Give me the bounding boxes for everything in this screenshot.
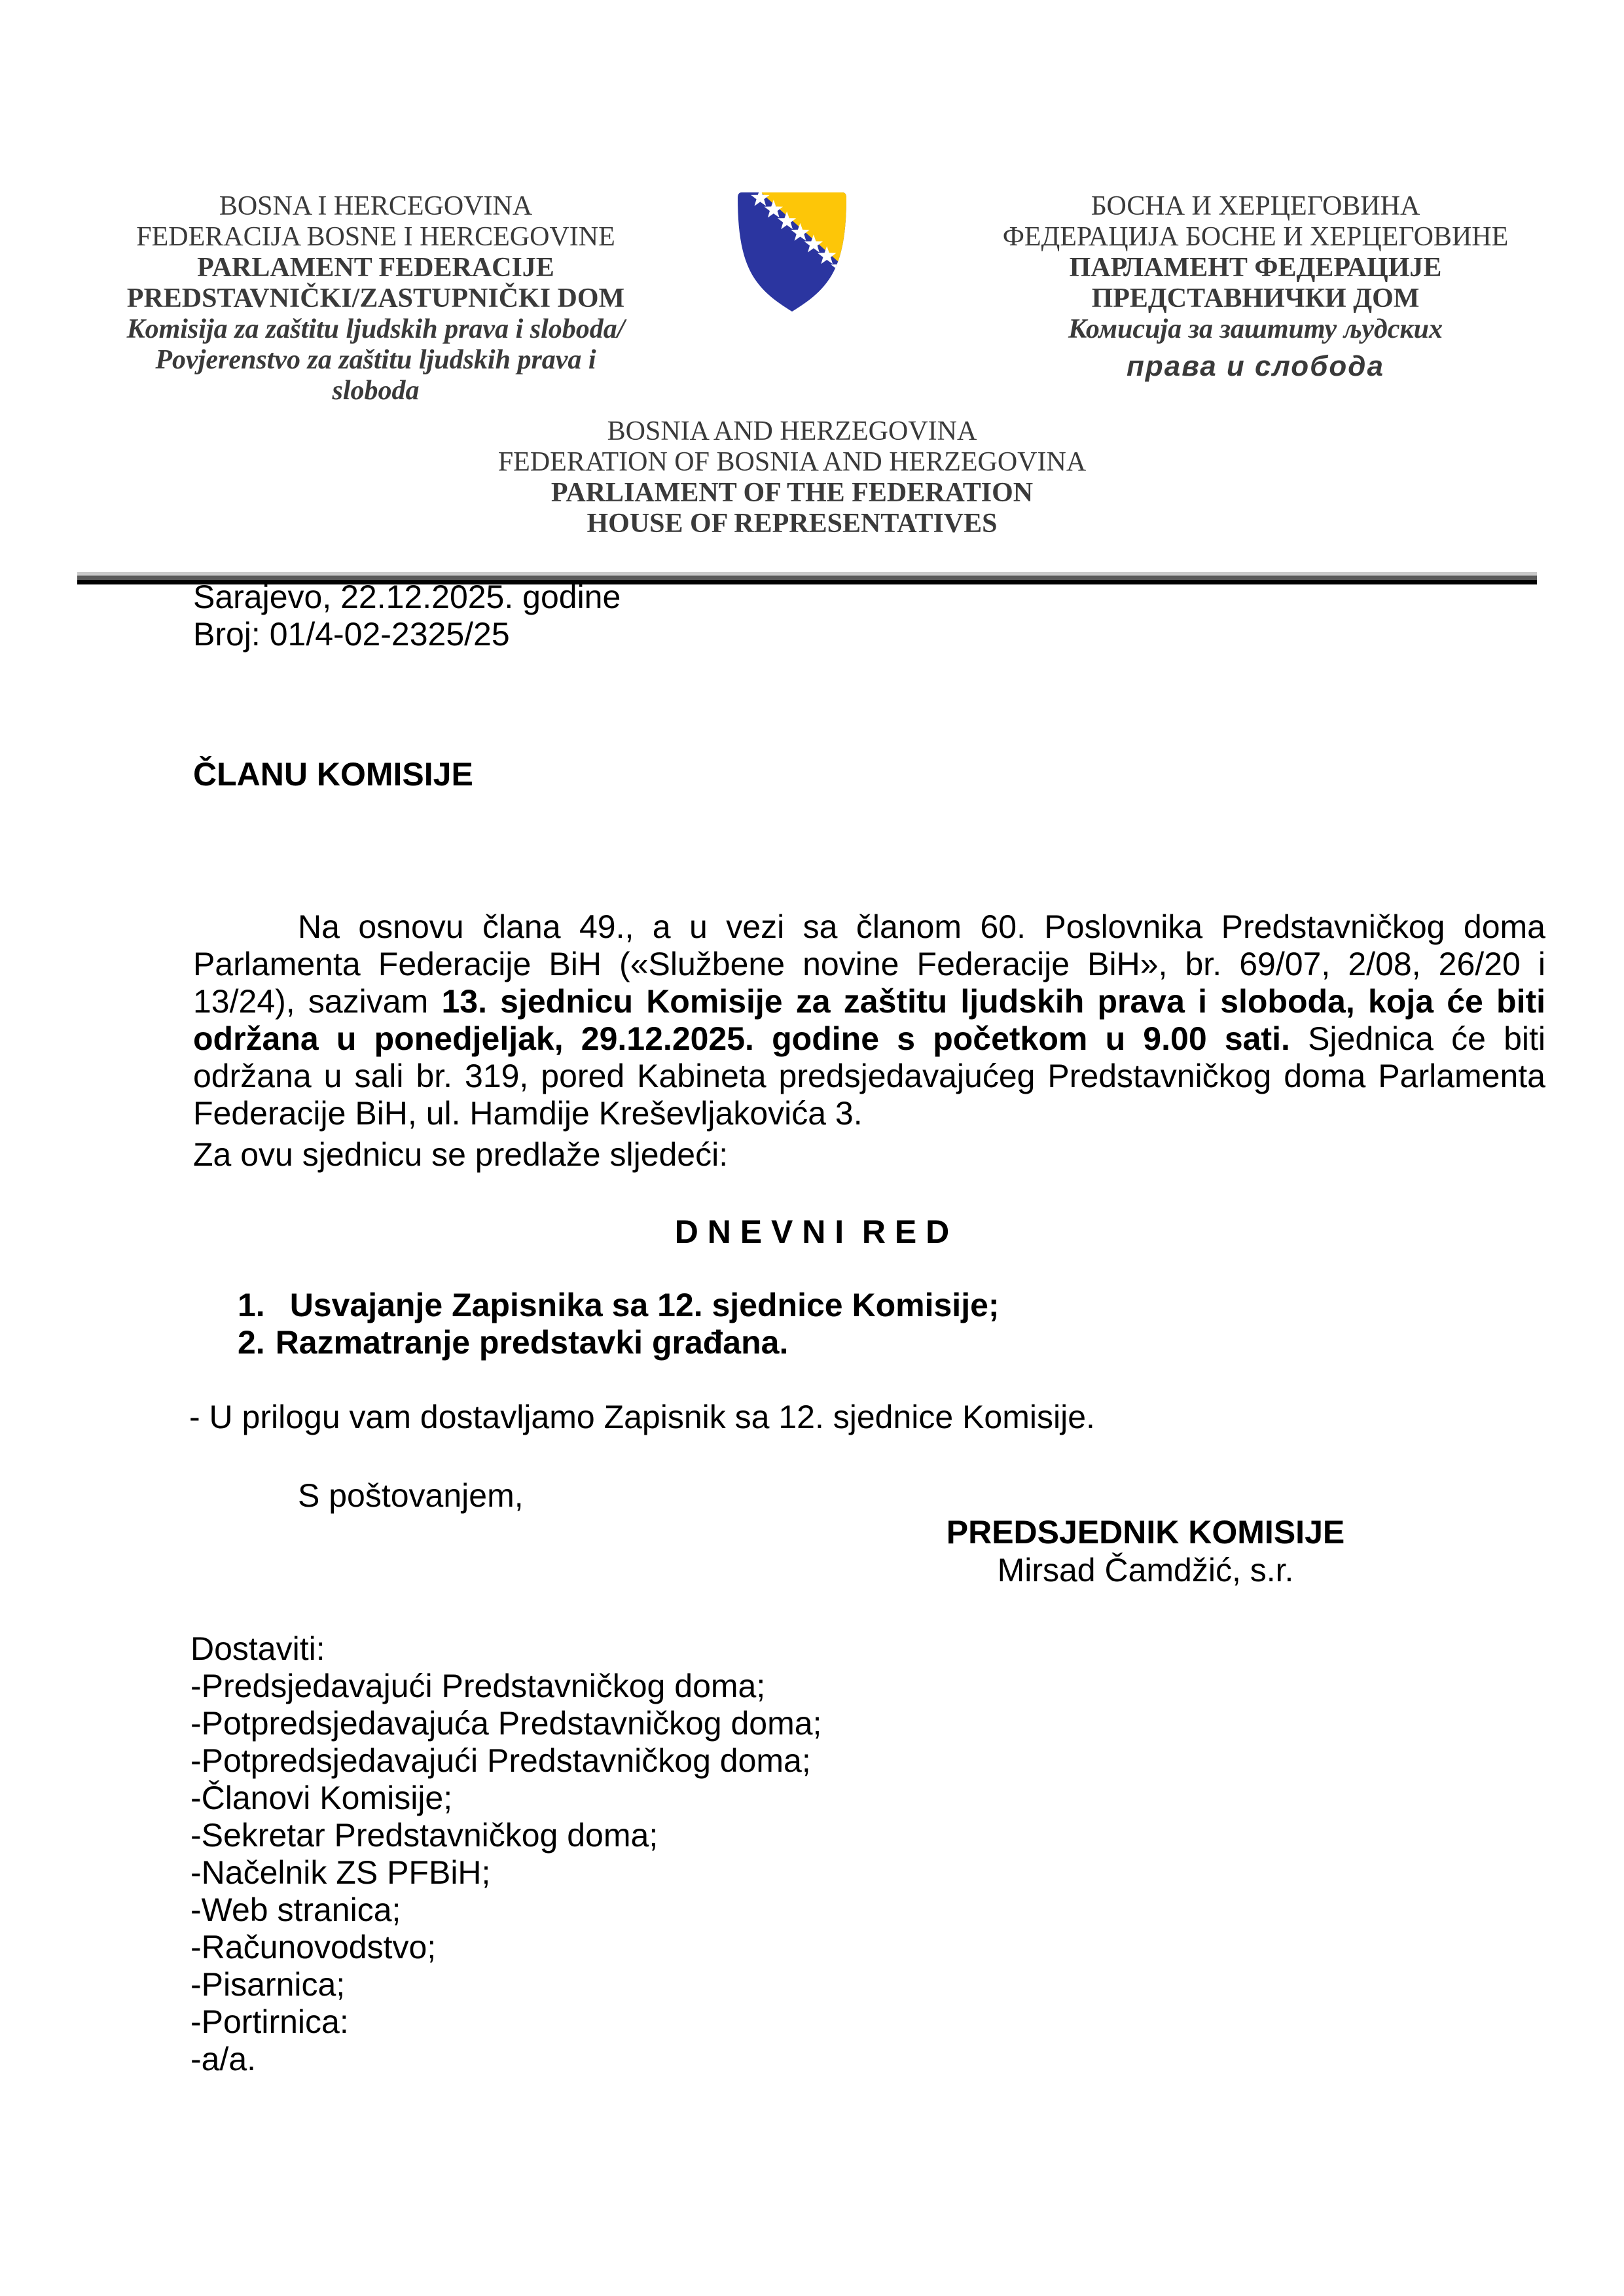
header-line: HOUSE OF REPRESENTATIVES (586, 509, 998, 539)
distribution-item: -a/a. (190, 2041, 257, 2077)
recipient-title: ČLANU KOMISIJE (193, 756, 473, 793)
header-line: BOSNA I HERCEGOVINA (219, 191, 533, 221)
header-line: FEDERATION OF BOSNIA AND HERZEGOVINA (497, 447, 1087, 477)
agenda-item (238, 1324, 1000, 1361)
signature-block (916, 1513, 1375, 1589)
agenda-title: D N E V N I R E D (674, 1213, 950, 1250)
closing-salutation: S poštovanjem, (298, 1477, 524, 1514)
intro-segment: Na osnovu člana 49., a u vezi sa članom 60. Poslovnika Predstavničkog doma Parlamenta Federacije BiH («Službene novine Federacije BiH», br. 69/07, 2/08, 26/20 i 13/24), sazivam (193, 908, 1545, 1020)
header-line: PREDSTAVNIČKI/ZASTUPNIČKI DOM (126, 283, 625, 314)
header-line: Komisija za zaštitu ljudskih prava i sloboda/ (126, 314, 625, 344)
agenda-item-text: Razmatranje predstavki građana. (275, 1324, 789, 1361)
intro-segment: Sjednica će biti održana u sali br. 319, pored Kabineta predsjedavajućeg Predstavničkog doma Parlamenta Federacije BiH, ul. Hamdije Kreševljakovića 3. (193, 1020, 1545, 1132)
header-line: FEDERACIJA BOSNE I HERCEGOVINE (136, 222, 615, 252)
distribution-item: -Predsjedavajući Predstavničkog doma; (190, 1668, 766, 1704)
header-right-block (990, 191, 1521, 382)
place-date: Sarajevo, 22.12.2025. godine (193, 579, 621, 615)
header-line: БОСНА И ХЕРЦЕГОВИНА (1091, 191, 1420, 221)
header-english-block (483, 416, 1101, 539)
header-line: PARLIAMENT OF THE FEDERATION (550, 478, 1034, 508)
distribution-item: -Računovodstvo; (190, 1929, 437, 1965)
intro-segment-bold: 13. sjednicu Komisije za zaštitu ljudskih prava i sloboda, koja će biti održana u ponedjeljak, 29.12.2025. godine s početkom u 9.00 sati. (193, 983, 1546, 1057)
distribution-item: -Potpredsjedavajuća Predstavničkog doma; (190, 1705, 822, 1742)
distribution-item: -Načelnik ZS PFBiH; (190, 1854, 491, 1891)
intro-paragraph (193, 908, 1545, 1132)
distribution-item: -Web stranica; (190, 1892, 401, 1928)
header-left-block (110, 191, 641, 406)
distribution-item: -Pisarnica; (190, 1966, 346, 2003)
signature-name: Mirsad Čamdžić, s.r. (997, 1552, 1294, 1588)
distribution-list (190, 1630, 821, 2078)
header-line: Povjerenstvo za zaštitu ljudskih prava i (155, 345, 596, 375)
header-line: PARLAMENT FEDERACIJE (197, 253, 554, 283)
header-line: BOSNIA AND HERZEGOVINA (607, 416, 977, 446)
header-line: Комисија за заштиту људских (1068, 314, 1443, 344)
attachment-note: - U prilogu vam dostavljamo Zapisnik sa 12. sjednice Komisije. (189, 1399, 1095, 1435)
letter-meta (193, 579, 621, 653)
header-line: ПАРЛАМЕНТ ФЕДЕРАЦИЈЕ (1069, 253, 1442, 283)
distribution-item: -Članovi Komisije; (190, 1780, 453, 1816)
reference-number: Broj: 01/4-02-2325/25 (193, 616, 510, 653)
proposal-line: Za ovu sjednicu se predlaže sljedeći: (193, 1136, 729, 1173)
header-line: sloboda (332, 376, 420, 406)
agenda-item (238, 1287, 1000, 1324)
signature-role: PREDSJEDNIK KOMISIJE (946, 1514, 1345, 1551)
distribution-item: -Sekretar Predstavničkog doma; (190, 1817, 659, 1854)
header-line: права и слобода (1127, 350, 1384, 382)
agenda-list (238, 1287, 1000, 1361)
header-line: ФЕДЕРАЦИЈА БОСНЕ И ХЕРЦЕГОВИНЕ (1002, 222, 1509, 252)
header-line: ПРЕДСТАВНИЧКИ ДОМ (1091, 283, 1420, 314)
bosnia-herzegovina-coat-of-arms-icon (735, 191, 849, 313)
agenda-item-number: 1. (238, 1287, 265, 1323)
distribution-item: -Potpredsjedavajući Predstavničkog doma; (190, 1742, 811, 1779)
agenda-item-text: Usvajanje Zapisnika sa 12. sjednice Komisije; (289, 1287, 1000, 1323)
distribution-label: Dostaviti: (190, 1630, 325, 1667)
distribution-item: -Portirnica: (190, 2003, 349, 2040)
agenda-item-number: 2. (238, 1324, 265, 1361)
